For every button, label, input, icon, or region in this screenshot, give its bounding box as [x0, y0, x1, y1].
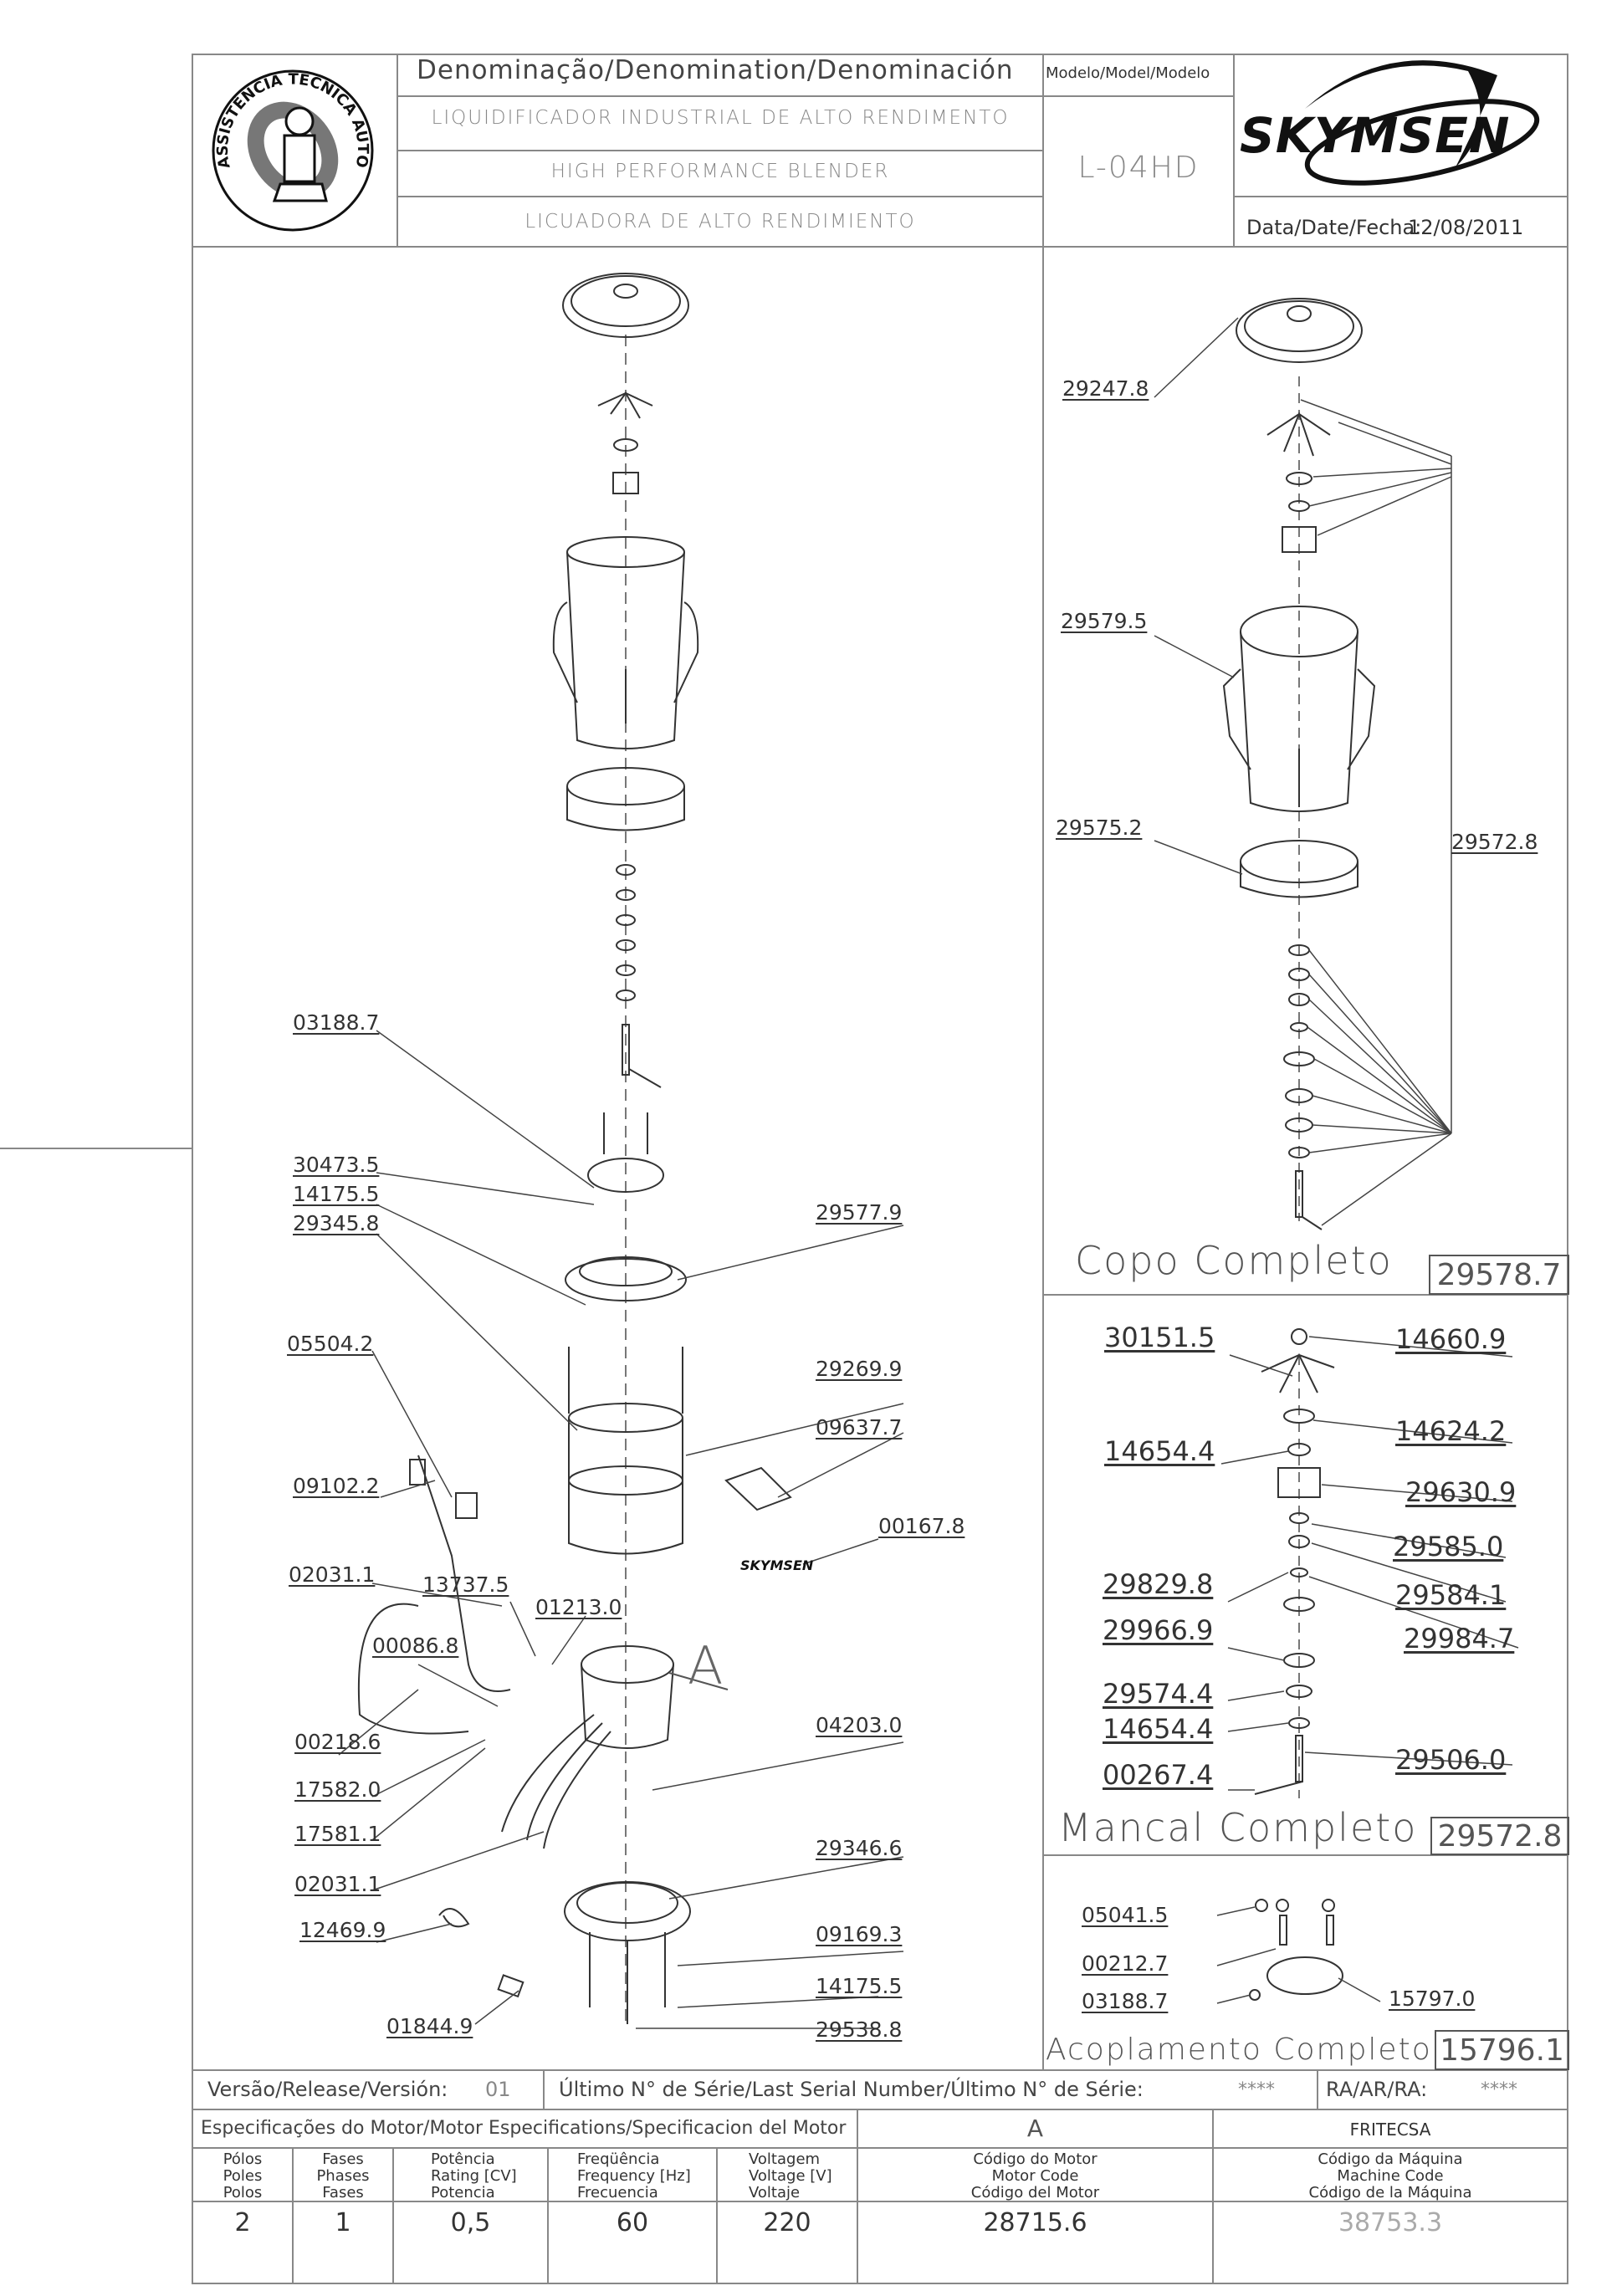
part-label: 09637.7 — [816, 1415, 903, 1439]
acoplamento-part-label: 03188.7 — [1082, 1989, 1169, 2013]
mancal-part-label: 30151.5 — [1104, 1322, 1215, 1353]
part-label: 29346.6 — [816, 1836, 903, 1860]
mancal-part-label: 29966.9 — [1103, 1614, 1214, 1646]
mancal-code: 29572.8 — [1430, 1817, 1569, 1855]
spec-header-voltage: Voltagem Voltage [V] Voltaje — [749, 2150, 832, 2201]
version-value: 01 — [485, 2078, 511, 2101]
mancal-part-label: 29584.1 — [1395, 1579, 1507, 1611]
mancal-part-label: 29984.7 — [1404, 1623, 1515, 1654]
date-label: Data/Date/Fecha: — [1246, 216, 1422, 239]
product-name-es: LICUADORA DE ALTO RENDIMIENTO — [524, 211, 916, 233]
model-code: L-04HD — [1077, 151, 1200, 185]
spec-value-voltage: 220 — [763, 2208, 811, 2237]
part-label: 14175.5 — [293, 1182, 380, 1206]
motor-callout-label: A — [688, 1635, 724, 1696]
part-label: 01213.0 — [535, 1595, 622, 1619]
mancal-part-label: 14624.2 — [1395, 1415, 1507, 1447]
copo-part-label: 29572.8 — [1451, 830, 1538, 854]
part-label: 17582.0 — [294, 1777, 381, 1802]
mancal-part-label: 29574.4 — [1103, 1678, 1214, 1710]
mancal-part-label: 29630.9 — [1405, 1476, 1517, 1508]
motor-spec-label: Especificações do Motor/Motor Especifications/Specificacion del Motor — [201, 2118, 847, 2139]
spec-value-motor-code: 28715.6 — [983, 2208, 1087, 2237]
part-label: 13737.5 — [422, 1572, 509, 1597]
spec-value-phases: 1 — [335, 2208, 351, 2237]
spec-header-poles: Pólos Poles Polos — [223, 2150, 263, 2201]
mancal-part-label: 14654.4 — [1104, 1435, 1215, 1467]
spec-header-frequency: Freqüência Frequency [Hz] Frecuencia — [577, 2150, 691, 2201]
date-value: 12/08/2011 — [1408, 216, 1524, 239]
part-label: 09102.2 — [293, 1474, 380, 1498]
part-label: 29345.8 — [293, 1211, 380, 1235]
mancal-part-label: 29829.8 — [1103, 1568, 1214, 1600]
serial-value: **** — [1238, 2079, 1275, 2100]
acoplamento-part-label: 15797.0 — [1389, 1987, 1476, 2011]
svg-text:ASSISTÊNCIA TÉCNICA AUTORIZADA: ASSISTÊNCIA TÉCNICA AUTO — [213, 70, 372, 171]
product-name-en: HIGH PERFORMANCE BLENDER — [550, 161, 890, 182]
copo-part-label: 29247.8 — [1062, 376, 1149, 401]
part-label: 03188.7 — [293, 1010, 380, 1035]
mancal-part-label: 29585.0 — [1393, 1531, 1504, 1562]
part-label: 02031.1 — [289, 1562, 376, 1587]
part-label: 29538.8 — [816, 2017, 903, 2042]
copo-part-label: 29575.2 — [1056, 816, 1143, 840]
mancal-part-label: 14660.9 — [1395, 1323, 1507, 1355]
part-label: 29577.9 — [816, 1200, 903, 1225]
model-title: Modelo/Model/Modelo — [1046, 64, 1210, 82]
spec-header-rating: Potência Rating [CV] Potencia — [431, 2150, 517, 2201]
acoplamento-part-label: 00212.7 — [1082, 1951, 1169, 1976]
spec-value-machine-code: 38753.3 — [1338, 2208, 1443, 2237]
ra-label: RA/AR/RA: — [1326, 2078, 1428, 2101]
serial-label: Último N° de Série/Last Serial Number/Último N° de Série: — [559, 2078, 1144, 2101]
copo-part-label: 29579.5 — [1061, 609, 1148, 633]
part-label: 30473.5 — [293, 1153, 380, 1177]
part-label: 14175.5 — [816, 1974, 903, 1998]
ra-value: **** — [1481, 2079, 1517, 2100]
part-label: 02031.1 — [294, 1872, 381, 1896]
product-name-pt: LIQUIDIFICADOR INDUSTRIAL DE ALTO RENDIMENTO — [431, 107, 1010, 129]
part-label: 04203.0 — [816, 1713, 903, 1737]
part-label: 29269.9 — [816, 1357, 903, 1381]
part-label: 00167.8 — [878, 1514, 965, 1538]
motor-letter: A — [1026, 2114, 1044, 2142]
version-label: Versão/Release/Versión: — [207, 2078, 448, 2101]
part-label: 00086.8 — [372, 1634, 459, 1658]
brand-name: SKYMSEN — [1240, 107, 1511, 164]
housing-logo-text: SKYMSEN — [740, 1557, 814, 1573]
acoplamento-code: 15796.1 — [1435, 2030, 1569, 2070]
part-label: 17581.1 — [294, 1822, 381, 1846]
manufacturer: FRITECSA — [1349, 2120, 1431, 2140]
copo-code: 29578.7 — [1429, 1255, 1569, 1295]
part-label: 12469.9 — [299, 1918, 386, 1942]
copo-title: Copo Completo — [1075, 1238, 1393, 1283]
spec-value-frequency: 60 — [616, 2208, 649, 2237]
acoplamento-title: Acoplamento Completo — [1046, 2033, 1432, 2067]
spec-value-rating: 0,5 — [450, 2208, 491, 2237]
mancal-part-label: 14654.4 — [1103, 1713, 1214, 1745]
spec-value-poles: 2 — [234, 2208, 251, 2237]
part-label: 09169.3 — [816, 1922, 903, 1946]
part-label: 01844.9 — [386, 2014, 473, 2038]
mancal-title: Mancal Completo — [1058, 1805, 1418, 1850]
part-label: 05504.2 — [287, 1332, 374, 1356]
mancal-part-label: 00267.4 — [1103, 1759, 1214, 1791]
acoplamento-part-label: 05041.5 — [1082, 1903, 1169, 1927]
denomination-title: Denominação/Denomination/Denominación — [417, 55, 1014, 85]
spec-header-machine-code: Código da Máquina Machine Code Código de la Máquina — [1308, 2150, 1472, 2201]
part-label: 00218.6 — [294, 1730, 381, 1754]
spec-header-motor-code: Código do Motor Motor Code Código del Motor — [970, 2150, 1100, 2201]
mancal-part-label: 29506.0 — [1395, 1744, 1507, 1776]
spec-header-phases: Fases Phases Fases — [316, 2150, 370, 2201]
